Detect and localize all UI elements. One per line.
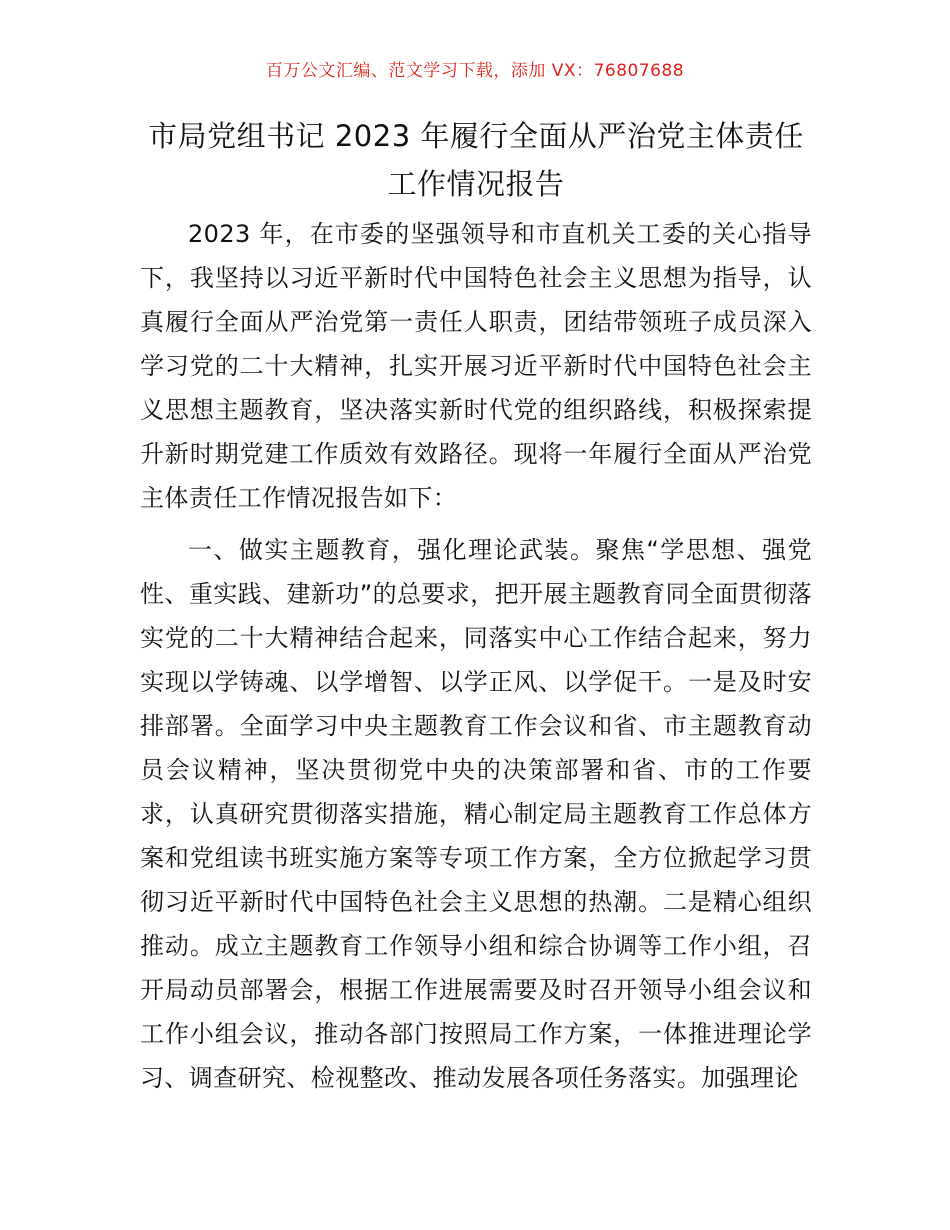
watermark-text: 百万公文汇编、范文学习下载，添加 VX：76807688 (265, 61, 685, 81)
document-title: 市局党组书记 2023 年履行全面从严治党主体责任工作情况报告 (148, 119, 804, 201)
document-body (140, 212, 812, 1108)
paragraph-intro: 2023 年，在市委的坚强领导和市直机关工委的关心指导下，我坚持以习近平新时代中国特色社会主义思想为指导，认真履行全面从严治党第一责任人职责，团结带领班子成员深入学习党的二十大精神，扎实开展习近平新时代中国特色社会主义思想主题教育，坚决落实新时代党的组织路线，积极探索提升新时期党建工作质效有效路径。现将一年履行全面从严治党主体责任工作情况报告如下： (140, 220, 812, 512)
paragraph-section-1: 一、做实主题教育，强化理论武装。聚焦“学思想、强党性、重实践、建新功”的总要求，把开展主题教育同全面贯彻落实党的二十大精神结合起来，同落实中心工作结合起来，努力实现以学铸魂、以学增智、以学正风、以学促干。一是及时安排部署。全面学习中央主题教育工作会议和省、市主题教育动员会议精神，坚决贯彻党中央的决策部署和省、市的工作要求，认真研究贯彻落实措施，精心制定局主题教育工作总体方案和党组读书班实施方案等专项工作方案，全方位掀起学习贯彻习近平新时代中国特色社会主义思想的热潮。二是精心组织推动。成立主题教育工作领导小组和综合协调等工作小组，召开局动员部署会，根据工作进展需要及时召开领导小组会议和工作小组会议，推动各部门按照局工作方案，一体推进理论学习、调查研究、检视整改、推动发展各项任务落实。加强理论 (140, 536, 812, 1092)
